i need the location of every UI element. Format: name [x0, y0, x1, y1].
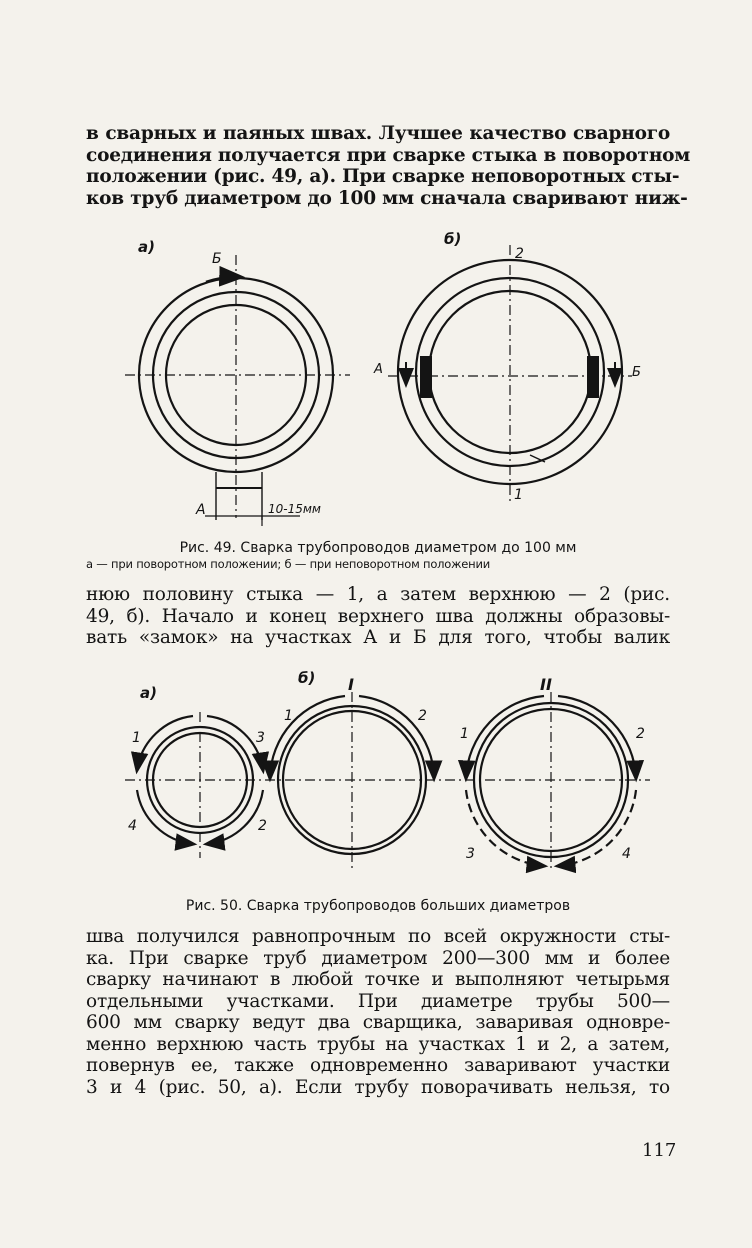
- fig49b-label-1: 1: [514, 487, 523, 503]
- fig49-label-a: а): [138, 238, 155, 256]
- fig50-label-i: I: [348, 675, 354, 694]
- page-number: 117: [642, 1140, 677, 1161]
- text-line: сварку начинают в любой точке и выполняют четырьмя: [86, 969, 670, 990]
- text-line: 3 и 4 (рис. 50, а). Если трубу поворачивать нельзя, то: [86, 1076, 670, 1098]
- figure-49-caption-sub: а — при поворотном положении; б — при неповоротном положении: [86, 557, 491, 571]
- fig50a-num-1: 1: [132, 730, 141, 746]
- fig50bii-num-2: 2: [636, 726, 645, 742]
- figure-50-caption-title: Рис. 50. Сварка трубопроводов больших диаметров: [185, 898, 571, 914]
- text-line: нюю половину стыка — 1, а затем верхнюю — 2 (рис.: [86, 584, 670, 605]
- text-line: ков труб диаметром до 100 мм сначала сваривают ниж-: [86, 187, 688, 209]
- text-line: соединения получается при сварке стыка в поворотном: [86, 144, 691, 166]
- fig49a-label-b: Б: [212, 251, 222, 267]
- fig50a-num-3: 3: [256, 730, 265, 746]
- fig49b-label-2: 2: [515, 246, 524, 262]
- fig50a-num-4: 4: [128, 818, 137, 834]
- fig50bii-num-4: 4: [622, 846, 631, 862]
- text-line: положении (рис. 49, а). При сварке неповоротных сты-: [86, 166, 680, 187]
- fig49-label-b: б): [444, 230, 462, 248]
- text-line: менно верхнюю часть трубы на участках 1 и 2, а затем,: [86, 1033, 670, 1055]
- text-line: отдельными участками. При диаметре трубы 500—: [86, 990, 670, 1012]
- text-line: шва получился равнопрочным по всей окружности сты-: [86, 926, 670, 947]
- fig49b-label-a: А: [374, 362, 383, 377]
- fig50bi-num-1: 1: [284, 708, 293, 724]
- fig50a-pipe: [137, 712, 263, 858]
- fig50bii-num-1: 1: [460, 726, 469, 742]
- fig49a-label-a: А: [196, 502, 206, 518]
- text-line: 49, б). Начало и конец верхнего шва должны образовы-: [86, 605, 670, 627]
- paragraph-bottom: [86, 926, 670, 1098]
- text-line: 600 мм сварку ведут два сварщика, заваривая одновре-: [86, 1012, 670, 1033]
- text-line: в сварных и паяных швах. Лучшее качество сварного: [86, 123, 670, 144]
- figure-50-caption: [86, 898, 670, 914]
- text-line: повернув ее, также одновременно заваривают участки: [86, 1055, 670, 1076]
- fig50a-num-2: 2: [258, 818, 267, 834]
- fig50-label-a: а): [140, 684, 157, 702]
- fig50-label-b: б): [298, 669, 316, 687]
- fig50bii-num-3: 3: [466, 846, 475, 862]
- text-line: вать «замок» на участках А и Б для того, чтобы валик: [86, 627, 670, 648]
- text-line: ка. При сварке труб диаметром 200—300 мм и более: [86, 947, 670, 969]
- fig49a-dimension: 10-15мм: [268, 502, 321, 516]
- fig50bi-num-2: 2: [418, 708, 427, 724]
- fig49b-label-b: Б: [632, 365, 641, 380]
- figure-49-caption-title: Рис. 49. Сварка трубопроводов диаметром до 100 мм: [179, 540, 577, 556]
- fig50-label-ii: II: [540, 675, 552, 694]
